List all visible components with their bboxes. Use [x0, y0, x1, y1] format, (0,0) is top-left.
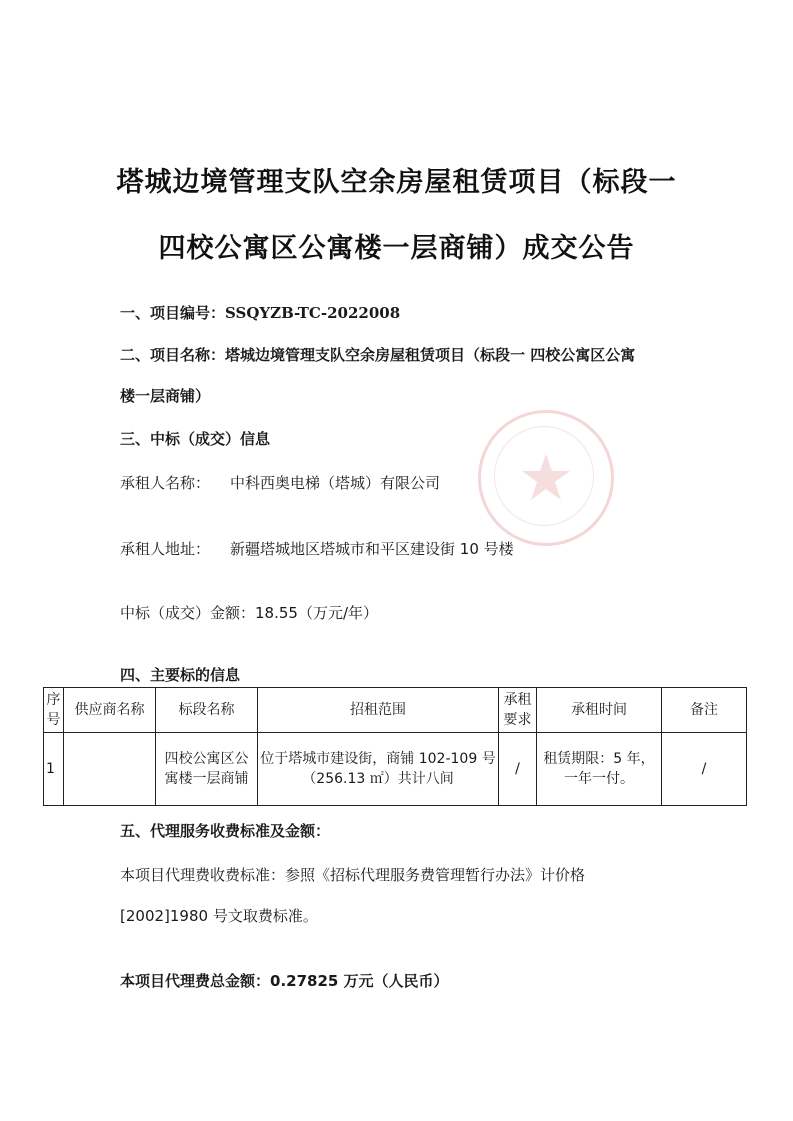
fee-standard-line2: [2002]1980 号文取费标准。	[120, 907, 318, 925]
lessee-name-label: 承租人名称：	[120, 474, 211, 492]
document-title-line2: 四校公寓区公寓楼一层商铺）成交公告	[158, 233, 635, 264]
award-amount-row	[120, 602, 378, 623]
header-period: 承租时间	[537, 688, 662, 733]
section-agency-fee-heading: 五、代理服务收费标准及金额：	[120, 822, 331, 840]
project-number-value: SSQYZB-TC-2022008	[225, 304, 401, 322]
subject-info-table	[43, 687, 747, 806]
award-amount-label: 中标（成交）金额：	[120, 604, 256, 622]
project-name-label: 二、项目名称：	[120, 346, 226, 364]
project-name-row	[120, 344, 635, 365]
fee-total-label: 本项目代理费总金额：	[120, 972, 271, 990]
award-amount-value: 18.55（万元/年）	[255, 604, 379, 622]
cell-remark: /	[662, 733, 747, 806]
fee-total-value: 0.27825 万元（人民币）	[270, 972, 449, 990]
lessee-address-label: 承租人地址：	[120, 540, 211, 558]
cell-lot: 四校公寓区公寓楼一层商铺	[156, 733, 258, 806]
lessee-address-value: 新疆塔城地区塔城市和平区建设街 10 号楼	[230, 540, 514, 558]
cell-no: 1	[44, 733, 64, 806]
header-no: 序号	[44, 688, 64, 733]
cell-scope: 位于塔城市建设街，商铺 102-109 号（256.13 ㎡）共计八间	[258, 733, 499, 806]
header-scope: 招租范围	[258, 688, 499, 733]
cell-requirement: /	[499, 733, 537, 806]
header-supplier: 供应商名称	[64, 688, 156, 733]
header-remark: 备注	[662, 688, 747, 733]
header-lot: 标段名称	[156, 688, 258, 733]
cell-supplier	[64, 733, 156, 806]
table-header-row	[44, 688, 747, 733]
project-name-value-line1: 塔城边境管理支队空余房屋租赁项目（标段一 四校公寓区公寓	[225, 346, 636, 364]
seal-star-icon	[518, 450, 574, 506]
fee-total-row	[120, 970, 449, 991]
header-requirement: 承租要求	[499, 688, 537, 733]
official-seal-stamp	[478, 410, 614, 546]
project-number-row	[120, 302, 400, 323]
section-main-subject-heading: 四、主要标的信息	[120, 666, 241, 684]
cell-period: 租赁期限：5 年，一年一付。	[537, 733, 662, 806]
lessee-name-value: 中科西奥电梯（塔城）有限公司	[230, 474, 441, 492]
lessee-address-row	[120, 538, 514, 559]
document-title-line1: 塔城边境管理支队空余房屋租赁项目（标段一	[116, 167, 677, 198]
project-number-label: 一、项目编号：	[120, 304, 226, 322]
section-award-info-heading: 三、中标（成交）信息	[120, 430, 271, 448]
lessee-name-row	[120, 472, 440, 493]
project-name-value-line2: 楼一层商铺）	[120, 387, 211, 405]
fee-standard-line1: 本项目代理费收费标准：参照《招标代理服务费管理暂行办法》计价格	[120, 866, 586, 884]
table-row	[44, 733, 747, 806]
